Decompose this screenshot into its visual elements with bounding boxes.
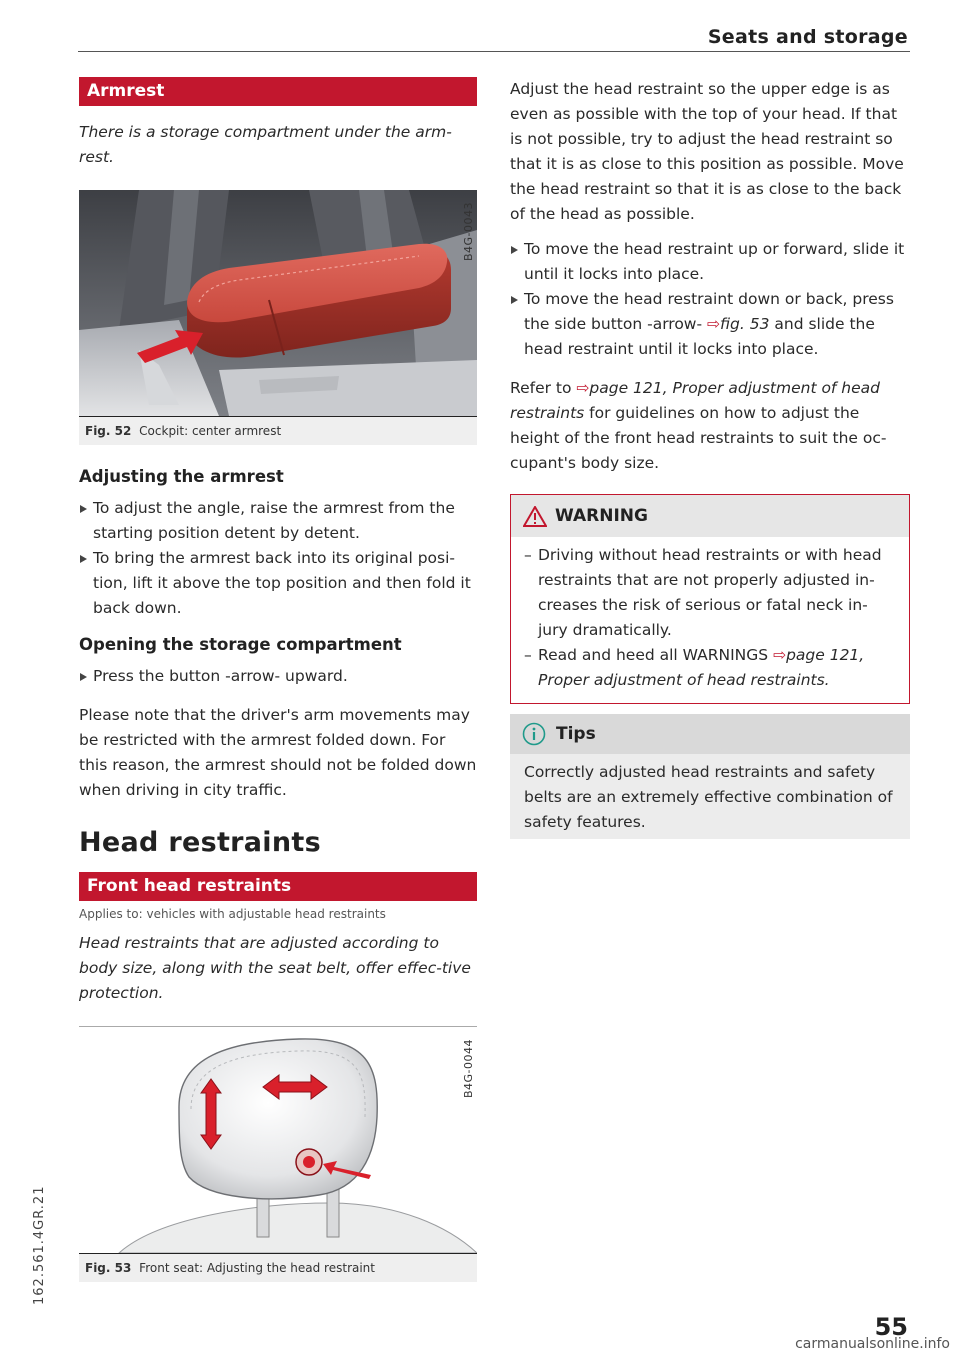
bullet-text: To move the head restraint down or back, press the side button -arrow- — [524, 290, 894, 333]
figure-caption-text: Cockpit: center armrest — [139, 424, 282, 438]
left-column — [79, 77, 477, 1282]
section-title: Seats and storage — [707, 26, 908, 48]
figure-number: Fig. 53 — [85, 1261, 132, 1275]
side-code: 162.561.4GR.21 — [32, 1185, 47, 1305]
dash-mark: – — [524, 646, 532, 664]
armrest-illustration — [79, 190, 477, 416]
figure-caption — [79, 417, 477, 445]
figure-link[interactable]: fig. 53 — [720, 315, 770, 333]
head-restraints-heading: Head restraints — [79, 827, 321, 858]
arrow-right-icon: ⇨ — [707, 315, 721, 333]
adjust-paragraph: Adjust the head restraint so the upper edge is as even as possible with the top of your head. If that is not possible, try to adjust the head restraint so that it is as close to this position as possible. Move the head restraint so that it is as close to the back of the head as possible. — [510, 80, 904, 223]
tips-box — [510, 714, 910, 839]
list-item — [511, 543, 897, 643]
tips-text: Correctly adjusted head restraints and safety belts are an extremely effective combination of safety features. — [510, 754, 910, 839]
figure-number: Fig. 52 — [85, 424, 132, 438]
adjusting-heading: Adjusting the armrest — [79, 467, 284, 486]
tips-title: Tips — [556, 724, 596, 744]
warning-box — [510, 494, 910, 704]
list-item — [510, 287, 910, 362]
armrest-intro: There is a storage compartment under the arm-rest. — [79, 123, 452, 166]
page-link[interactable]: page 121, Proper adjustment of head restraints. — [538, 646, 865, 689]
right-column — [510, 77, 910, 839]
figure-caption-text: Front seat: Adjusting the head restraint — [139, 1261, 375, 1275]
front-head-restraints-bar: Front head restraints — [79, 872, 477, 901]
applies-note: Applies to: vehicles with adjustable head restraints — [79, 907, 386, 921]
bullet-text: and slide the head restraint until it locks into place. — [524, 315, 875, 358]
warning-text: Read and heed all WARNINGS — [538, 646, 769, 664]
arrow-right-icon: ⇨ — [576, 379, 590, 397]
warning-triangle-icon — [523, 506, 547, 527]
refer-text: for guidelines on how to adjust the height of the front head restraints to suit the oc-cupant's body size. — [510, 404, 887, 472]
armrest-title-bar: Armrest — [79, 77, 477, 106]
page-link[interactable]: page 121, Proper adjustment of head restraints — [510, 379, 881, 422]
warning-title: WARNING — [555, 506, 648, 526]
list-item: To move the head restraint up or forward, slide it until it locks into place. — [510, 237, 910, 287]
figure-52 — [79, 190, 477, 417]
storage-heading: Opening the storage compartment — [79, 635, 402, 654]
list-item: To adjust the angle, raise the armrest from the starting position detent by detent. — [79, 496, 477, 546]
head-restraint-illustration — [79, 1027, 477, 1253]
arrow-right-icon: ⇨ — [773, 646, 787, 664]
page-number: 55 — [874, 1313, 908, 1341]
watermark: carmanualsonline.info — [795, 1336, 950, 1352]
warning-header — [511, 495, 909, 537]
list-item: To bring the armrest back into its original posi-tion, lift it above the top position and then fold it back down. — [79, 546, 477, 621]
tips-header — [510, 714, 910, 754]
armrest-note: Please note that the driver's arm movements may be restricted with the armrest folded down. For this reason, the armrest should not be folded down when driving in city traffic. — [79, 706, 477, 799]
figure-53 — [79, 1026, 477, 1254]
info-icon — [522, 722, 546, 746]
list-item: Press the button -arrow- upward. — [79, 664, 477, 689]
dash-mark: – — [524, 546, 532, 564]
figure-code: B4G-0043 — [462, 202, 475, 262]
refer-text: Refer to — [510, 379, 572, 397]
header-rule — [78, 51, 910, 52]
figure-code: B4G-0044 — [462, 1039, 475, 1099]
head-restraints-intro: Head restraints that are adjusted according to body size, along with the seat belt, offer effec-tive protection. — [79, 934, 471, 1002]
figure-caption — [79, 1254, 477, 1282]
list-item — [511, 643, 897, 693]
warning-text: Driving without head restraints or with head restraints that are not properly adjusted in-creases the risk of serious or fatal neck in-jury dramatically. — [538, 546, 882, 639]
refer-paragraph — [510, 376, 910, 476]
